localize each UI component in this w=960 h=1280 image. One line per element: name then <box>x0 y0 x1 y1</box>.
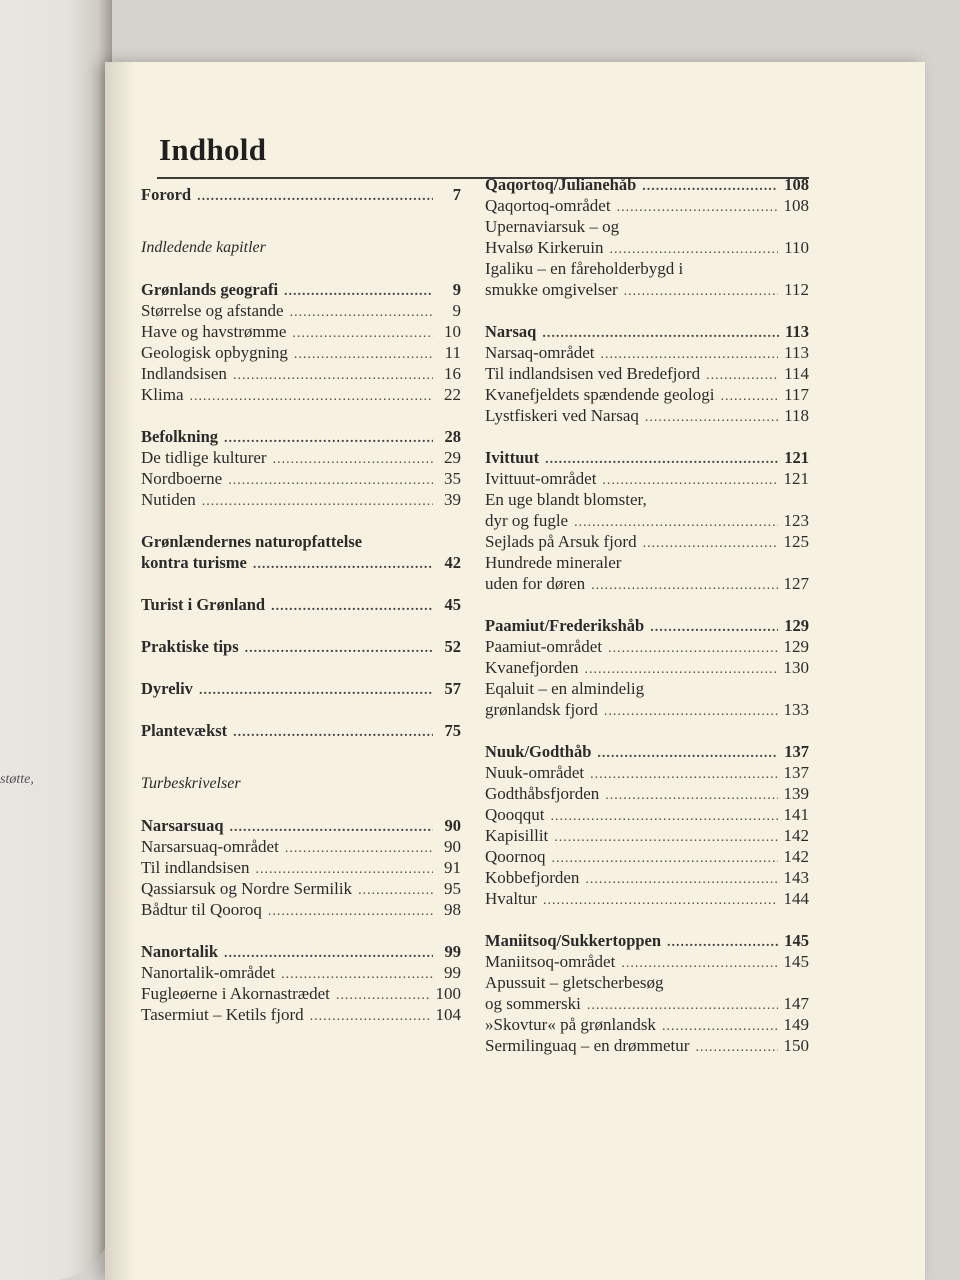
dot-leader <box>271 596 433 617</box>
page-number: 113 <box>784 343 809 362</box>
dot-leader <box>597 743 778 764</box>
dot-leader <box>643 533 778 554</box>
entry-title: Geologisk opbygning <box>141 343 288 362</box>
spacer <box>141 510 461 531</box>
entry-title: Maniitsoq/Sukkertoppen <box>485 931 662 950</box>
entry-title: kontra turisme <box>141 553 247 572</box>
dot-leader <box>642 176 778 197</box>
entry-title: smukke omgivelser <box>485 280 618 299</box>
toc-left-column <box>141 184 461 1025</box>
dot-leader <box>605 785 777 806</box>
entry-title: Qassiarsuk og Nordre Sermilik <box>141 879 353 898</box>
facing-page <box>0 0 112 1280</box>
toc-chapter-entry[interactable] <box>141 815 461 836</box>
dot-leader <box>199 680 433 701</box>
toc-chapter-entry[interactable] <box>141 552 461 573</box>
toc-entry[interactable] <box>485 657 809 678</box>
toc-entry[interactable] <box>141 836 461 857</box>
dot-leader <box>587 995 778 1016</box>
dot-leader <box>608 638 777 659</box>
toc-entry[interactable] <box>485 216 809 237</box>
entry-title: Til indlandsisen ved Bredefjord <box>485 364 701 383</box>
spacer <box>141 920 461 941</box>
dot-leader <box>336 985 430 1006</box>
page-number: 95 <box>444 879 461 898</box>
page-number: 143 <box>783 868 809 887</box>
toc-chapter-entry[interactable] <box>485 930 809 951</box>
toc-entry[interactable] <box>485 405 809 426</box>
toc-chapter-entry[interactable] <box>141 594 461 615</box>
toc-entry[interactable] <box>485 1035 809 1056</box>
entry-title: dyr og fugle <box>485 511 569 530</box>
entry-title: Grønlands geografi <box>141 280 279 299</box>
dot-leader <box>224 428 433 449</box>
dot-leader <box>285 838 433 859</box>
page-number: 112 <box>784 280 809 299</box>
dot-leader <box>545 449 778 470</box>
entry-title: Kobbefjorden <box>485 868 580 887</box>
page-number: 16 <box>444 364 461 383</box>
page-number: 123 <box>783 511 809 530</box>
toc-chapter-entry[interactable] <box>485 174 809 195</box>
entry-title: Bådtur til Qooroq <box>141 900 262 919</box>
toc-chapter-entry[interactable] <box>485 741 809 762</box>
entry-title: Til indlandsisen <box>141 858 250 877</box>
page-number: 125 <box>783 532 809 551</box>
toc-entry[interactable] <box>485 993 809 1014</box>
page-number: 28 <box>444 427 461 446</box>
entry-title: Forord <box>141 185 192 204</box>
toc-entry[interactable] <box>485 510 809 531</box>
page-number: 118 <box>784 406 809 425</box>
dot-leader <box>602 470 777 491</box>
spacer <box>141 573 461 594</box>
toc-entry[interactable] <box>485 783 809 804</box>
dot-leader <box>574 512 777 533</box>
entry-title: Hundrede mineraler <box>485 553 622 572</box>
page-number: 142 <box>783 826 809 845</box>
entry-title: Dyreliv <box>141 679 193 698</box>
page-number: 22 <box>444 385 461 404</box>
entry-title: Eqaluit – en almindelig <box>485 679 645 698</box>
dot-leader <box>551 848 777 869</box>
toc-entry[interactable] <box>485 552 809 573</box>
spacer <box>485 426 809 447</box>
dot-leader <box>610 239 779 260</box>
page-number: 133 <box>783 700 809 719</box>
entry-title: Ivittuut-området <box>485 469 597 488</box>
dot-leader <box>601 344 779 365</box>
entry-title: En uge blandt blomster, <box>485 490 647 509</box>
entry-title: Narsaq <box>485 322 537 341</box>
spacer <box>485 594 809 615</box>
dot-leader <box>585 869 777 890</box>
toc-entry[interactable] <box>141 1004 461 1025</box>
toc-entry[interactable] <box>141 899 461 920</box>
dot-leader <box>284 281 433 302</box>
entry-title: Narsaq-området <box>485 343 595 362</box>
page-number: 129 <box>784 616 809 635</box>
page-number: 104 <box>435 1005 461 1024</box>
page-number: 100 <box>435 984 461 1003</box>
dot-leader <box>230 817 433 838</box>
page-number: 147 <box>783 994 809 1013</box>
toc-entry[interactable] <box>141 962 461 983</box>
dot-leader <box>590 764 777 785</box>
dot-leader <box>202 491 433 512</box>
toc-chapter-entry[interactable] <box>141 184 461 205</box>
entry-title: Paamiut/Frederikshåb <box>485 616 645 635</box>
entry-title: Qooqqut <box>485 805 545 824</box>
page-number: 141 <box>783 805 809 824</box>
dot-leader <box>310 1006 430 1027</box>
page-number: 149 <box>783 1015 809 1034</box>
page-number: 11 <box>444 343 461 362</box>
entry-title: Nordboerne <box>141 469 223 488</box>
spacer <box>141 657 461 678</box>
toc-entry[interactable] <box>485 888 809 909</box>
toc-entry[interactable] <box>485 867 809 888</box>
page-number: 9 <box>452 301 461 320</box>
toc-chapter-entry[interactable] <box>141 720 461 741</box>
toc-chapter-entry[interactable] <box>141 678 461 699</box>
page-number: 91 <box>444 858 461 877</box>
toc-entry[interactable] <box>485 279 809 300</box>
dot-leader <box>224 943 433 964</box>
page-number: 142 <box>783 847 809 866</box>
toc-entry[interactable] <box>141 363 461 384</box>
dot-leader <box>621 953 777 974</box>
entry-title: Godthåbsfjorden <box>485 784 600 803</box>
dot-leader <box>253 554 433 575</box>
entry-title: Kvanefjorden <box>485 658 579 677</box>
toc-entry[interactable] <box>485 846 809 867</box>
page-number: 127 <box>783 574 809 593</box>
toc-entry[interactable] <box>141 983 461 1004</box>
page-number: 139 <box>783 784 809 803</box>
page-number: 7 <box>452 185 461 204</box>
toc-chapter-entry[interactable] <box>141 426 461 447</box>
toc-chapter-entry[interactable] <box>485 321 809 342</box>
page-number: 145 <box>783 952 809 971</box>
toc-entry[interactable] <box>141 342 461 363</box>
page-number: 114 <box>784 364 809 383</box>
dot-leader <box>268 901 433 922</box>
toc-entry[interactable] <box>485 1014 809 1035</box>
dot-leader <box>290 302 433 323</box>
entry-title: Narsarsuaq <box>141 816 224 835</box>
toc-entry[interactable] <box>141 878 461 899</box>
dot-leader <box>190 386 434 407</box>
page-number: 121 <box>784 448 809 467</box>
page-number: 9 <box>452 280 461 299</box>
entry-title: Størrelse og afstande <box>141 301 284 320</box>
entry-title: Hvalsø Kirkeruin <box>485 238 604 257</box>
toc-entry[interactable] <box>485 762 809 783</box>
dot-leader <box>358 880 433 901</box>
toc-entry[interactable] <box>485 804 809 825</box>
dot-leader <box>695 1037 777 1058</box>
page-number: 57 <box>444 679 461 698</box>
entry-title: Qaqortoq/Julianehåb <box>485 175 637 194</box>
page-number: 75 <box>444 721 461 740</box>
entry-title: Fugleøerne i Akornastrædet <box>141 984 330 1003</box>
page-number: 29 <box>444 448 461 467</box>
spacer <box>141 699 461 720</box>
toc-entry[interactable] <box>485 237 809 258</box>
page-number: 137 <box>783 763 809 782</box>
toc-entry[interactable] <box>485 342 809 363</box>
entry-title: Qaqortoq-området <box>485 196 611 215</box>
dot-leader <box>543 890 778 911</box>
toc-entry[interactable] <box>485 972 809 993</box>
toc-entry[interactable] <box>485 531 809 552</box>
toc-entry[interactable] <box>485 573 809 594</box>
entry-title: De tidlige kulturer <box>141 448 267 467</box>
dot-leader <box>662 1016 778 1037</box>
entry-title: »Skovtur« på grønlandsk <box>485 1015 656 1034</box>
page-number: 108 <box>783 196 809 215</box>
entry-title: Hvaltur <box>485 889 537 908</box>
spacer <box>485 720 809 741</box>
toc-entry[interactable] <box>141 468 461 489</box>
dot-leader <box>617 197 778 218</box>
dot-leader <box>233 722 433 743</box>
page-number: 108 <box>784 175 809 194</box>
dot-leader <box>551 806 778 827</box>
dot-leader <box>255 859 433 880</box>
entry-title: Paamiut-området <box>485 637 603 656</box>
entry-title: Lystfiskeri ved Narsaq <box>485 406 639 425</box>
dot-leader <box>591 575 777 596</box>
entry-title: Klima <box>141 385 184 404</box>
entry-title: uden for døren <box>485 574 586 593</box>
entry-title: Maniitsoq-området <box>485 952 616 971</box>
contents-page <box>105 62 925 1280</box>
page-number: 137 <box>784 742 809 761</box>
toc-entry[interactable] <box>485 468 809 489</box>
toc-entry[interactable] <box>141 300 461 321</box>
spacer <box>141 615 461 636</box>
page-number: 129 <box>783 637 809 656</box>
toc-entry[interactable] <box>485 678 809 699</box>
entry-title: Turist i Grønland <box>141 595 266 614</box>
toc-entry[interactable] <box>141 489 461 510</box>
entry-title: Tasermiut – Ketils fjord <box>141 1005 304 1024</box>
page-number: 110 <box>784 238 809 257</box>
page-number: 130 <box>783 658 809 677</box>
dot-leader <box>294 344 433 365</box>
spacer <box>141 741 461 773</box>
page-number: 117 <box>784 385 809 404</box>
entry-title: Praktiske tips <box>141 637 239 656</box>
entry-title: Have og havstrømme <box>141 322 287 341</box>
dot-leader <box>273 449 433 470</box>
toc-chapter-entry[interactable] <box>141 279 461 300</box>
entry-title: grønlandsk fjord <box>485 700 598 719</box>
entry-title: Plantevækst <box>141 721 228 740</box>
toc-chapter-entry[interactable] <box>141 636 461 657</box>
entry-title: Qoornoq <box>485 847 546 866</box>
toc-entry[interactable] <box>141 447 461 468</box>
toc-chapter-entry[interactable] <box>485 615 809 636</box>
toc-entry[interactable] <box>485 363 809 384</box>
entry-title: Upernaviarsuk – og <box>485 217 620 236</box>
page-number: 144 <box>783 889 809 908</box>
toc-chapter-entry[interactable] <box>141 531 461 552</box>
dot-leader <box>292 323 433 344</box>
entry-title: Kapisillit <box>485 826 549 845</box>
toc-entry[interactable] <box>485 195 809 216</box>
toc-entry[interactable] <box>141 321 461 342</box>
dot-leader <box>667 932 778 953</box>
page-number: 52 <box>444 637 461 656</box>
spacer <box>485 909 809 930</box>
dot-leader <box>233 365 433 386</box>
entry-title: Indlandsisen <box>141 364 227 383</box>
page-number: 42 <box>444 553 461 572</box>
dot-leader <box>584 659 777 680</box>
toc-entry[interactable] <box>485 489 809 510</box>
spacer <box>141 794 461 815</box>
spacer <box>141 258 461 279</box>
page-number: 121 <box>783 469 809 488</box>
entry-title: Befolkning <box>141 427 219 446</box>
entry-title: Nuuk-området <box>485 763 585 782</box>
entry-title: Grønlændernes naturopfattelse <box>141 532 363 551</box>
entry-title: Igaliku – en fåreholderbygd i <box>485 259 684 278</box>
entry-title: Sermilinguaq – en drømmetur <box>485 1036 690 1055</box>
dot-leader <box>706 365 778 386</box>
dot-leader <box>604 701 778 722</box>
spacer <box>141 405 461 426</box>
page-number: 113 <box>785 322 809 341</box>
spacer <box>141 205 461 237</box>
spacer <box>485 300 809 321</box>
toc-entry[interactable] <box>485 258 809 279</box>
dot-leader <box>645 407 778 428</box>
entry-title: Nanortalik <box>141 942 219 961</box>
dot-leader <box>197 186 433 207</box>
page-number: 150 <box>783 1036 809 1055</box>
entry-title: Apussuit – gletscherbesøg <box>485 973 664 992</box>
page-number: 98 <box>444 900 461 919</box>
toc-chapter-entry[interactable] <box>485 447 809 468</box>
entry-title: Nuuk/Godthåb <box>485 742 592 761</box>
dot-leader <box>624 281 778 302</box>
entry-title: Nanortalik-området <box>141 963 276 982</box>
page-title: Indhold <box>159 132 267 167</box>
entry-title: Narsarsuaq-området <box>141 837 279 856</box>
dot-leader <box>228 470 433 491</box>
toc-entry[interactable] <box>485 384 809 405</box>
toc-entry[interactable] <box>485 636 809 657</box>
page-number: 39 <box>444 490 461 509</box>
dot-leader <box>650 617 778 638</box>
page-number: 90 <box>444 837 461 856</box>
toc-entry[interactable] <box>485 699 809 720</box>
entry-title: Sejlads på Arsuk fjord <box>485 532 637 551</box>
page-number: 10 <box>444 322 461 341</box>
section-heading: Turbeskrivelser <box>141 775 241 792</box>
entry-title: og sommerski <box>485 994 581 1013</box>
toc-chapter-entry[interactable] <box>141 941 461 962</box>
dot-leader <box>245 638 433 659</box>
page-number: 99 <box>444 942 461 961</box>
toc-entry[interactable] <box>485 825 809 846</box>
page-number: 99 <box>444 963 461 982</box>
dot-leader <box>554 827 777 848</box>
toc-entry[interactable] <box>141 857 461 878</box>
entry-title: Ivittuut <box>485 448 540 467</box>
page-number: 145 <box>784 931 809 950</box>
toc-entry[interactable] <box>485 951 809 972</box>
dot-leader <box>281 964 433 985</box>
toc-right-column <box>485 174 809 1056</box>
toc-entry[interactable] <box>141 384 461 405</box>
entry-title: Kvanefjeldets spændende geologi <box>485 385 715 404</box>
dot-leader <box>542 323 779 344</box>
dot-leader <box>720 386 778 407</box>
section-heading: Indledende kapitler <box>141 239 266 256</box>
facing-page-text: støtte, <box>0 772 34 787</box>
entry-title: Nutiden <box>141 490 196 509</box>
page-number: 90 <box>444 816 461 835</box>
page-number: 45 <box>444 595 461 614</box>
page-number: 35 <box>444 469 461 488</box>
